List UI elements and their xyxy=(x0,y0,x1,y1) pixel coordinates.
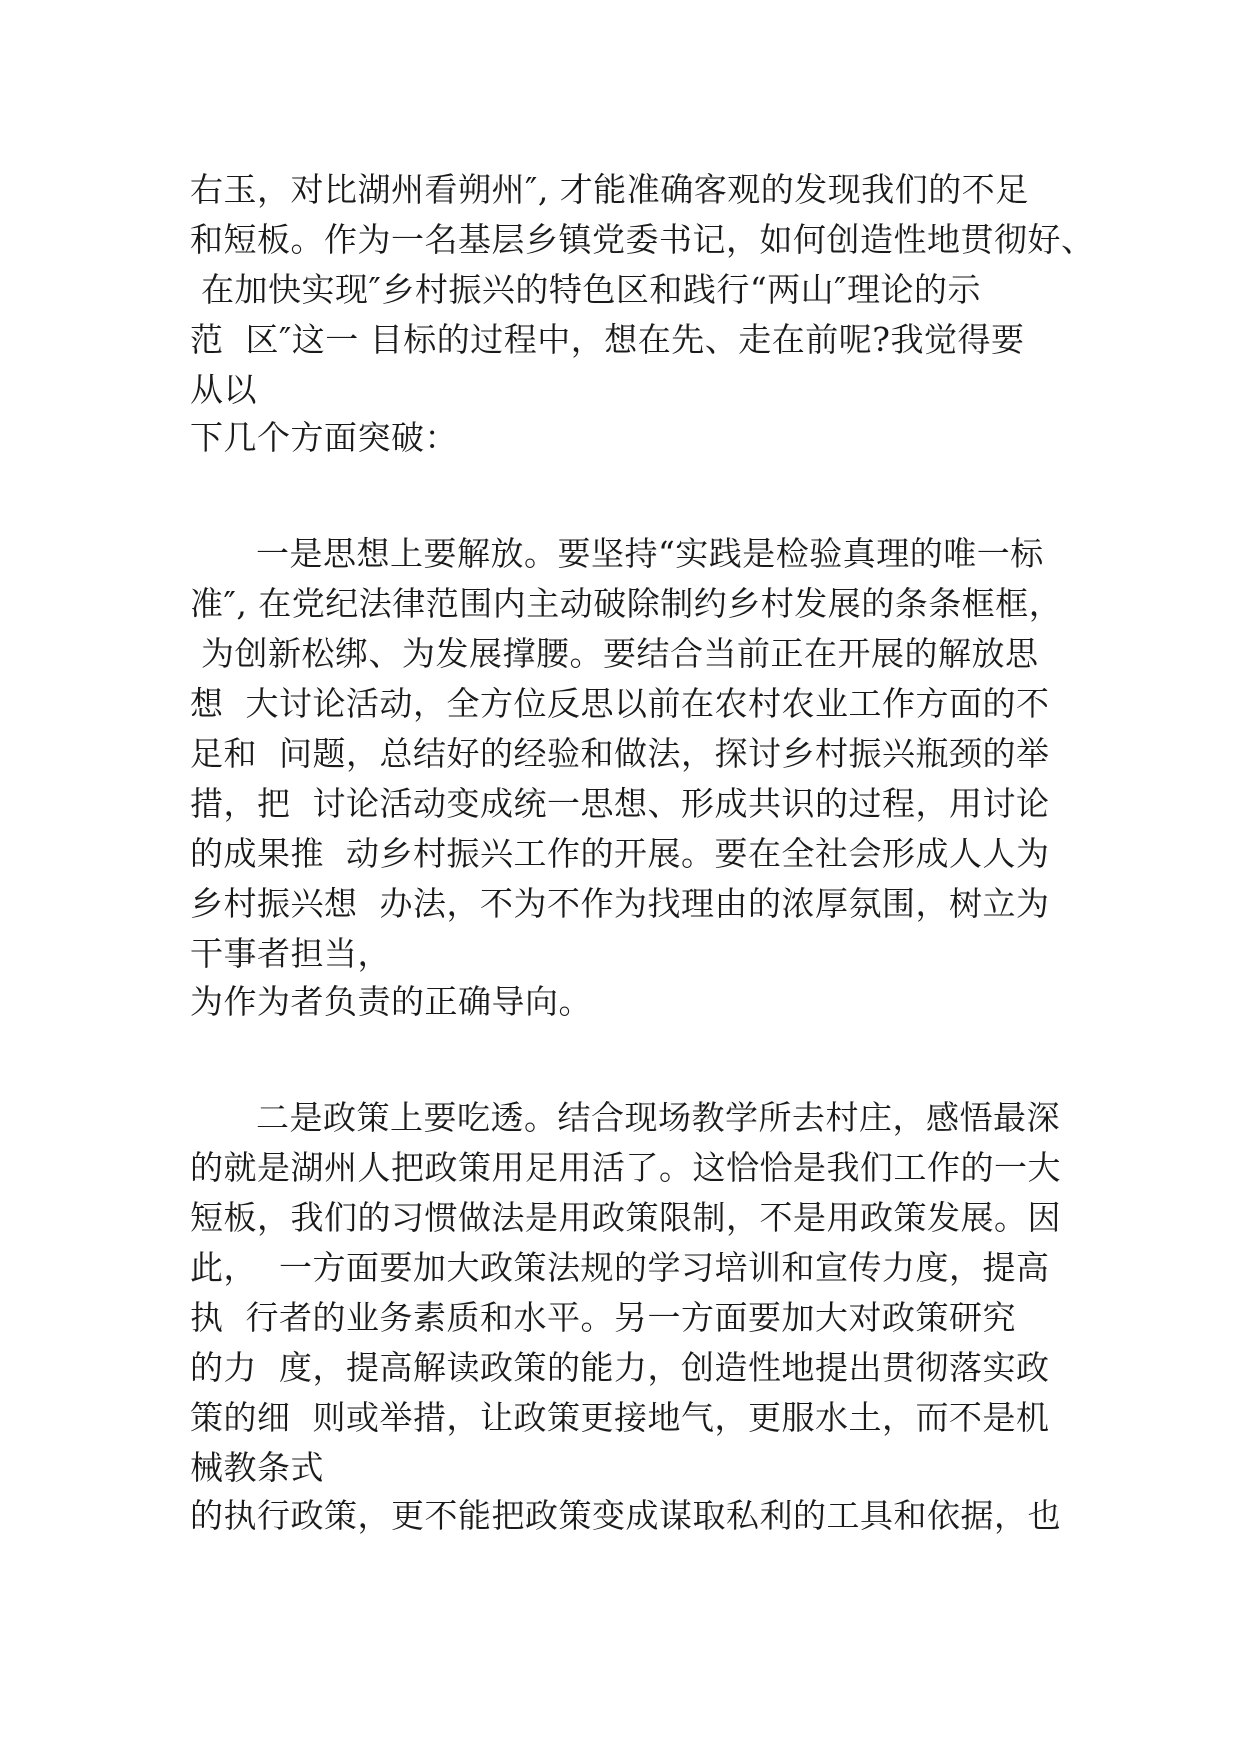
text-line: 为创新松绑、为发展撑腰。要结合当前正在开展的解放思 xyxy=(190,634,1039,673)
text-line: 想 大讨论活动，全方位反思以前在农村农业工作方面的不 xyxy=(190,684,1050,723)
text-line: 一是思想上要解放。要坚持“实践是检验真理的唯一标 xyxy=(190,534,1044,573)
text-line: 下几个方面突破： xyxy=(190,418,458,457)
text-line: 范 区″这一 目标的过程中，想在先、走在前呢?我觉得要 xyxy=(190,320,1025,359)
text-line: 二是政策上要吃透。结合现场教学所去村庄，感悟最深 xyxy=(190,1098,1060,1137)
text-line: 为作为者负责的正确导向。 xyxy=(190,982,592,1021)
text-line: 在加快实现″乡村振兴的特色区和践行“两山″理论的示 xyxy=(190,270,982,309)
text-line: 械教条式 xyxy=(190,1448,324,1487)
text-line: 干事者担当， xyxy=(190,934,391,973)
text-line: 右玉，对比湖州看朔州″, 才能准确客观的发现我们的不足 xyxy=(190,170,1029,209)
text-line: 的成果推 动乡村振兴工作的开展。要在全社会形成人人为 xyxy=(190,834,1050,873)
text-line: 执 行者的业务素质和水平。另一方面要加大对政策研究 xyxy=(190,1298,1016,1337)
text-line: 的执行政策，更不能把政策变成谋取私利的工具和依据，也 xyxy=(190,1496,1061,1535)
text-line: 此， 一方面要加大政策法规的学习培训和宣传力度，提高 xyxy=(190,1248,1050,1287)
text-line: 措，把 讨论活动变成统一思想、形成共识的过程，用讨论 xyxy=(190,784,1050,823)
text-line: 的就是湖州人把政策用足用活了。这恰恰是我们工作的一大 xyxy=(190,1148,1061,1187)
text-line: 从以 xyxy=(190,370,257,409)
text-line: 和短板。作为一名基层乡镇党委书记，如何创造性地贯彻好、 xyxy=(190,220,1095,259)
text-line: 准″, 在党纪法律范围内主动破除制约乡村发展的条条框框， xyxy=(190,584,1063,623)
text-line: 乡村振兴想 办法，不为不作为找理由的浓厚氛围，树立为 xyxy=(190,884,1050,923)
text-line: 策的细 则或举措，让政策更接地气，更服水土，而不是机 xyxy=(190,1398,1050,1437)
text-line: 的力 度，提高解读政策的能力，创造性地提出贯彻落实政 xyxy=(190,1348,1050,1387)
text-line: 足和 问题，总结好的经验和做法，探讨乡村振兴瓶颈的举 xyxy=(190,734,1050,773)
text-line: 短板，我们的习惯做法是用政策限制，不是用政策发展。因 xyxy=(190,1198,1061,1237)
